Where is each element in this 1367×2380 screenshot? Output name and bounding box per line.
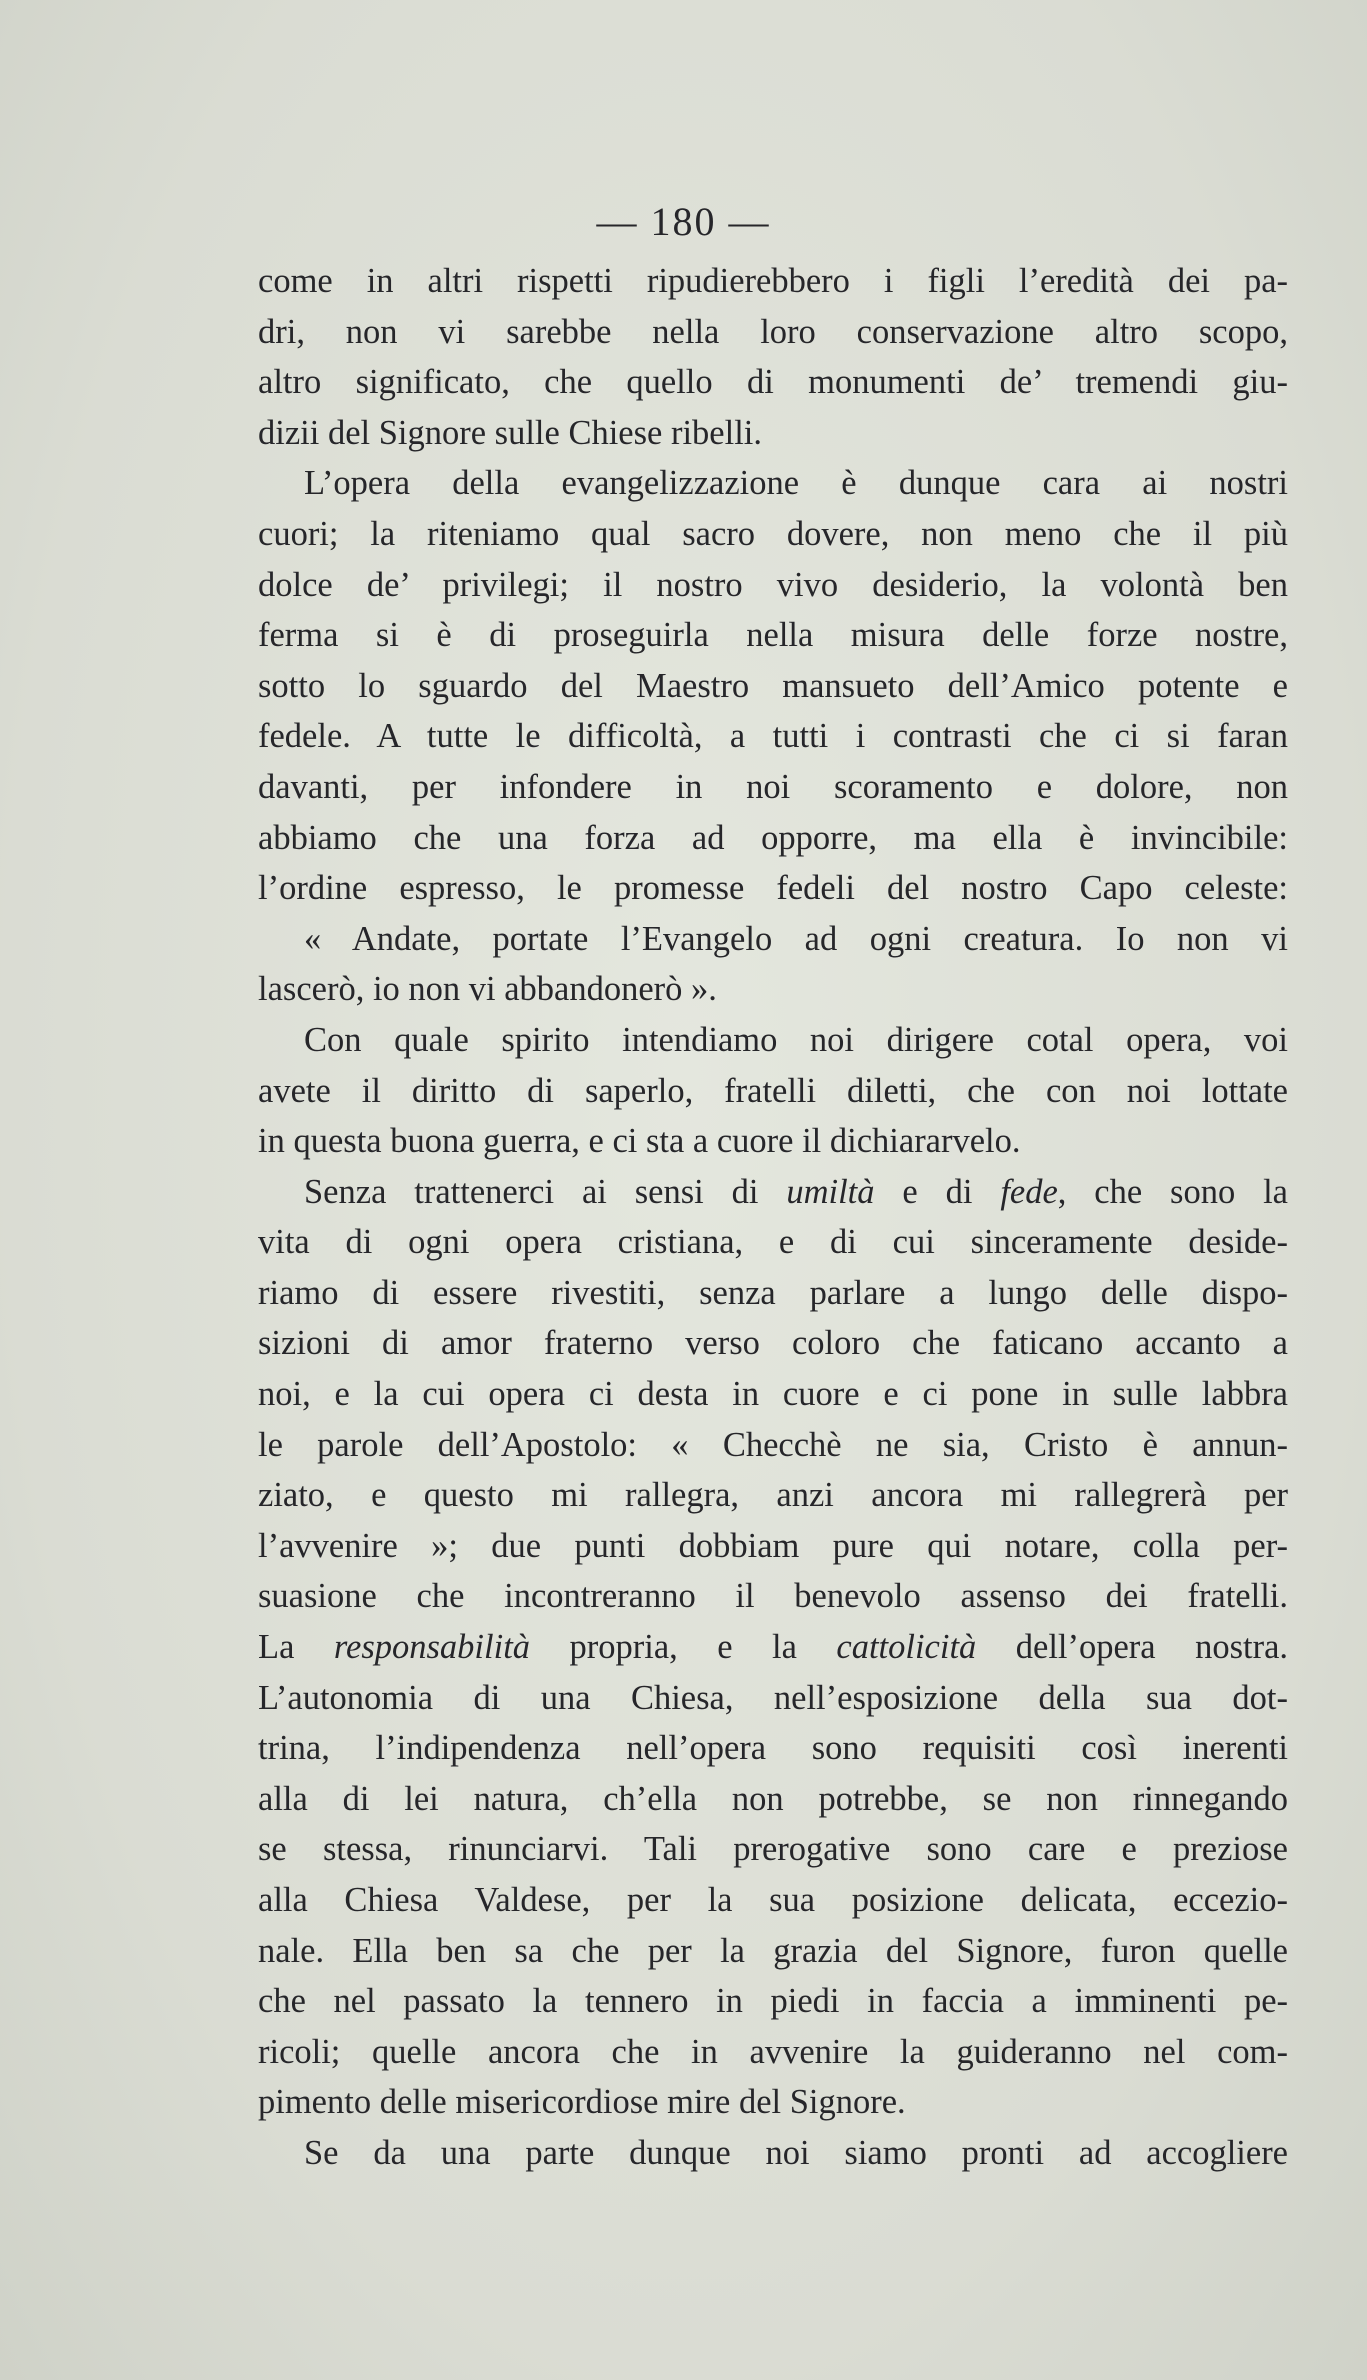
text-line: come in altri rispetti ripudierebbero i figli l’eredità dei pa-: [258, 262, 1288, 300]
text-line: dizii del Signore sulle Chiese ribelli.: [258, 413, 762, 452]
text-line: riamo di essere rivestiti, senza parlare a lungo delle dispo-: [258, 1273, 1288, 1312]
text-line: l’ordine espresso, le promesse fedeli del nostro Capo celeste:: [258, 869, 1288, 908]
text-line: dri, non vi sarebbe nella loro conservazione altro scopo,: [258, 312, 1288, 351]
text-run: e di: [874, 1172, 1001, 1211]
text-line: avete il diritto di saperlo, fratelli diletti, che con noi lottate: [258, 1071, 1288, 1110]
text-line: cuori; la riteniamo qual sacro dovere, non meno che il più: [258, 514, 1288, 553]
text-line: ziato, e questo mi rallegra, anzi ancora mi rallegrerà per: [258, 1476, 1288, 1515]
text-line: vita di ogni opera cristiana, e di cui sinceramente deside-: [258, 1223, 1288, 1262]
text-line: alla Chiesa Valdese, per la sua posizione delicata, eccezio-: [258, 1881, 1288, 1919]
text-line: L’autonomia di una Chiesa, nell’esposizione della sua dot-: [258, 1678, 1288, 1717]
text-run: La: [258, 1628, 295, 1667]
text-line: pimento delle misericordiose mire del Signore.: [258, 2083, 906, 2122]
text-line-mixed: [258, 1622, 1288, 1673]
text-line: se stessa, rinunciarvi. Tali prerogative sono care e preziose: [258, 1830, 1288, 1869]
text-run: , che sono la: [1057, 1172, 1288, 1211]
text-line: davanti, per infondere in noi scoramento e dolore, non: [258, 767, 1288, 806]
text-line: le parole dell’Apostolo: « Checchè ne sia, Cristo è annun-: [258, 1425, 1288, 1464]
text-line: Se da una parte dunque noi siamo pronti ad accogliere: [304, 2133, 1288, 2172]
text-line: lascerò, io non vi abbandonerò ».: [258, 970, 717, 1009]
text-run: propria, e la: [530, 1628, 837, 1667]
text-line: abbiamo che una forza ad opporre, ma ella è invincibile:: [258, 818, 1288, 857]
text-line: noi, e la cui opera ci desta in cuore e ci pone in sulle labbra: [258, 1375, 1288, 1414]
text-line: nale. Ella ben sa che per la grazia del Signore, furon quelle: [258, 1931, 1288, 1970]
text-line: sotto lo sguardo del Maestro mansueto dell’Amico potente e: [258, 666, 1288, 705]
body-text: [258, 256, 1288, 2179]
italic-term: cattolicità: [836, 1628, 977, 1667]
text-line: suasione che incontreranno il benevolo assenso dei fratelli.: [258, 1577, 1288, 1616]
page-number: — 180 —: [596, 199, 771, 244]
italic-term: responsabilità: [333, 1628, 531, 1667]
text-line: che nel passato la tennero in piedi in faccia a imminenti pe-: [258, 1982, 1288, 2021]
text-line: alla di lei natura, ch’ella non potrebbe, se non rinnegando: [258, 1779, 1288, 1818]
text-line: altro significato, che quello di monumenti de’ tremendi giu-: [258, 363, 1288, 402]
text-line: l’avvenire »; due punti dobbiam pure qui notare, colla per-: [258, 1526, 1288, 1565]
text-line-mixed: [258, 1167, 1288, 1218]
italic-term: umiltà: [786, 1172, 875, 1211]
text-line: ricoli; quelle ancora che in avvenire la guideranno nel com-: [258, 2032, 1288, 2071]
text-line: fedele. A tutte le difficoltà, a tutti i contrasti che ci si faran: [258, 717, 1288, 756]
text-line: dolce de’ privilegi; il nostro vivo desiderio, la volontà ben: [258, 565, 1288, 604]
text-line: in questa buona guerra, e ci sta a cuore il dichiararvelo.: [258, 1122, 1021, 1161]
text-run: dell’opera nostra.: [976, 1628, 1289, 1667]
text-run: Senza trattenerci ai sensi di: [304, 1172, 759, 1211]
text-line: sizioni di amor fraterno verso coloro che faticano accanto a: [258, 1324, 1288, 1363]
text-line: Con quale spirito intendiamo noi dirigere cotal opera, voi: [304, 1020, 1288, 1059]
text-line: trina, l’indipendenza nell’opera sono requisiti così inerenti: [258, 1729, 1288, 1768]
text-line: « Andate, portate l’Evangelo ad ogni creatura. Io non vi: [304, 919, 1288, 958]
italic-term: fede: [1000, 1172, 1058, 1211]
text-line: L’opera della evangelizzazione è dunque cara ai nostri: [304, 464, 1288, 503]
text-line: ferma si è di proseguirla nella misura delle forze nostre,: [258, 616, 1288, 655]
